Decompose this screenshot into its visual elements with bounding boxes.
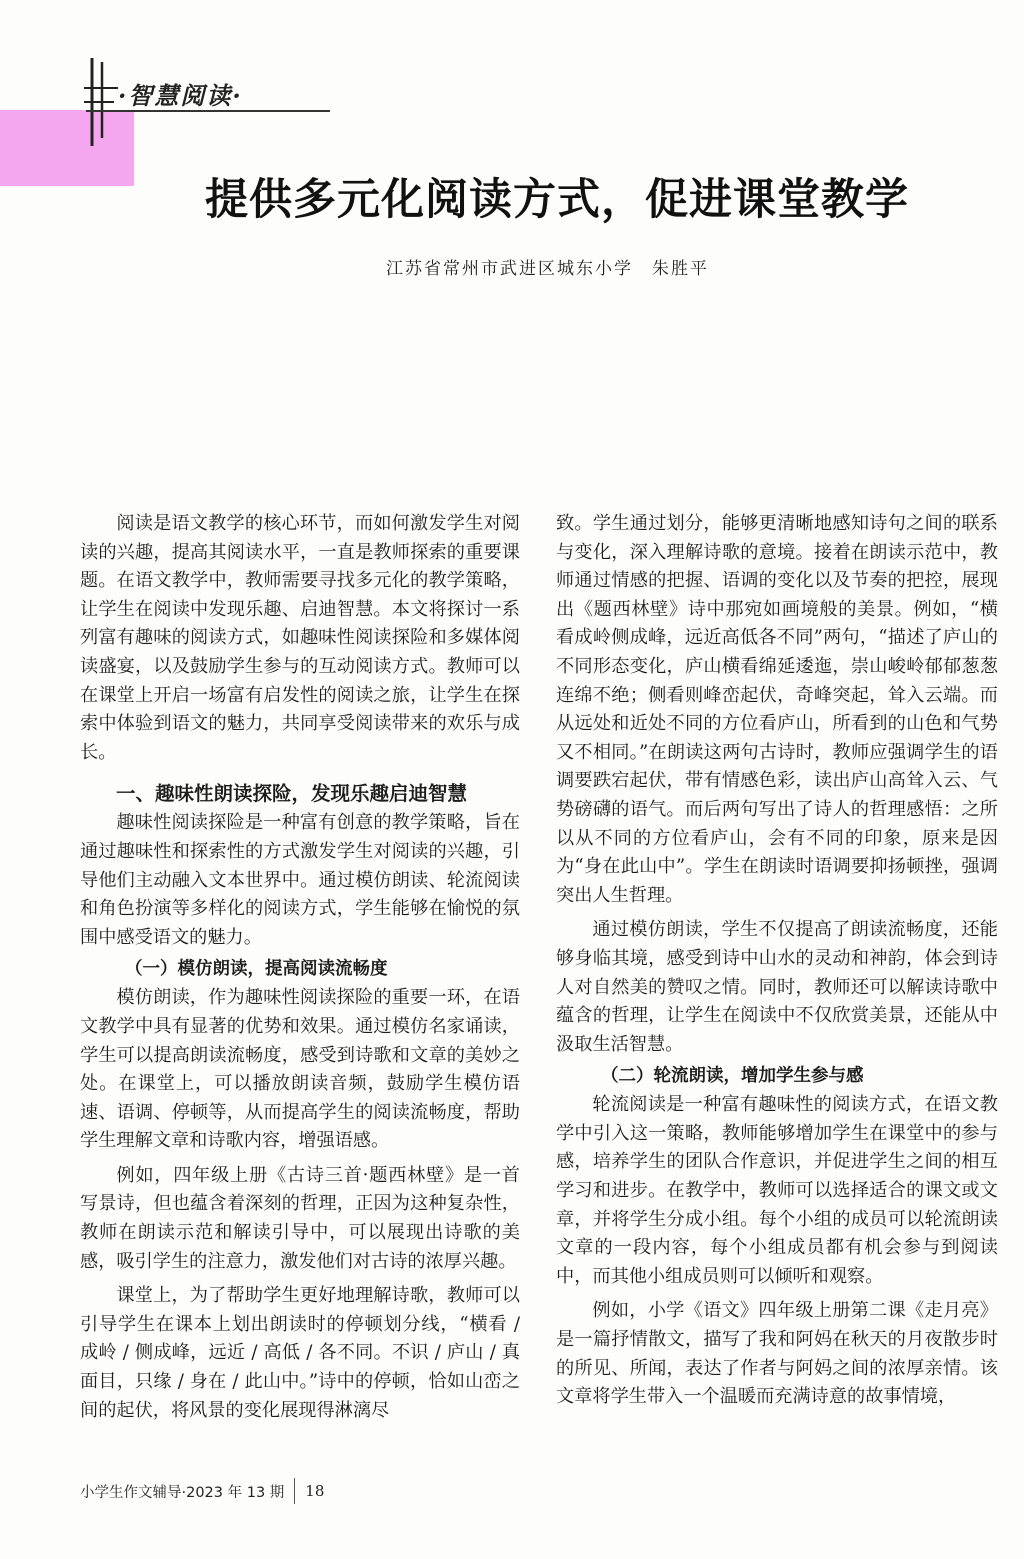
paragraph: 课堂上，为了帮助学生更好地理解诗歌，教师可以引导学生在课本上划出朗读时的停顿划分线，“横看 / 成岭 / 侧成峰，远近 / 高低 / 各不同。不识 / 庐山 / 真面目，只缘 / 身在 / 此山中。”诗中的停顿，恰如山峦之间的起伏，将风景的变化展现得淋漓尽: [80, 1285, 520, 1421]
footer-divider: [294, 1478, 295, 1504]
paragraph: 例如，小学《语文》四年级上册第二课《走月亮》是一篇抒情散文，描写了我和阿妈在秋天的月夜散步时的所见、所闻，表达了作者与阿妈之间的浓厚亲情。该文章将学生带入一个温暖而充满诗意的故事情境，: [556, 1300, 998, 1408]
paragraph: 轮流阅读是一种富有趣味性的阅读方式，在语文教学中引入这一策略，教师能够增加学生在课堂中的参与感，培养学生的团队合作意识，并促进学生之间的相互学习和进步。在教学中，教师可以选择适合的课文或文章，并将学生分成小组。每个小组的成员可以轮流朗读文章的一段内容，每个小组成员都有机会参与到阅读中，而其他小组成员则可以倾听和观察。: [556, 1094, 998, 1287]
paragraph: 通过模仿朗读，学生不仅提高了朗读流畅度，还能够身临其境，感受到诗中山水的灵动和神韵，体会到诗人对自然美的赞叹之情。同时，教师还可以解读诗歌中蕴含的哲理，让学生在阅读中不仅欣赏美景，还能从中汲取生活智慧。: [556, 919, 998, 1055]
page-number: 18: [305, 1482, 325, 1500]
paragraph: 阅读是语文教学的核心环节，而如何激发学生对阅读的兴趣，提高其阅读水平，一直是教师探索的重要课题。在语文教学中，教师需要寻找多元化的教学策略，让学生在阅读中发现乐趣、启迪智慧。本文将探讨一系列富有趣味的阅读方式，如趣味性阅读探险和多媒体阅读盛宴，以及鼓励学生参与的互动阅读方式。教师可以在课堂上开启一场富有启发性的阅读之旅，让学生在探索中体验到语文的魅力，共同享受阅读带来的欢乐与成长。: [80, 513, 520, 763]
author-line: 江苏省常州市武进区城东小学 朱胜平: [386, 259, 709, 279]
section-tag: ·智慧阅读·: [118, 81, 243, 110]
section-tag-underline: [86, 110, 330, 112]
paragraph: 模仿朗读，作为趣味性阅读探险的重要一环，在语文教学中具有显著的优势和效果。通过模仿名家诵读，学生可以提高朗读流畅度，感受到诗歌和文章的美妙之处。在课堂上，可以播放朗读音频，鼓励学生模仿语速、语调、停顿等，从而提高学生的阅读流畅度，帮助学生理解文章和诗歌内容，增强语感。: [80, 987, 520, 1152]
paragraph: 趣味性阅读探险是一种富有创意的教学策略，旨在通过趣味性和探索性的方式激发学生对阅读的兴趣，引导他们主动融入文本世界中。通过模仿朗读、轮流阅读和角色扮演等多样化的阅读方式，学生能够在愉悦的氛围中感受语文的魅力。: [80, 812, 520, 948]
journal-name: 小学生作文辅导·2023 年 13 期: [80, 1484, 285, 1501]
subsection-heading: （二）轮流朗读，增加学生参与感: [601, 1066, 864, 1087]
subsection-heading: （一）模仿朗读，提高阅读流畅度: [125, 959, 388, 980]
article-title: 提供多元化阅读方式，促进课堂教学: [205, 175, 909, 225]
page-footer: [80, 1476, 324, 1506]
paragraph: 致。学生通过划分，能够更清晰地感知诗句之间的联系与变化，深入理解诗歌的意境。接着在朗读示范中，教师通过情感的把握、语调的变化以及节奏的把控，展现出《题西林壁》诗中那宛如画境般的美景。例如，“横看成岭侧成峰，远近高低各不同”两句，“描述了庐山的不同形态变化，庐山横看绵延逶迤，崇山峻岭郁郁葱葱连绵不绝；侧看则峰峦起伏，奇峰突起，耸入云端。而从远处和近处不同的方位看庐山，所看到的山色和气势又不相同。”在朗读这两句古诗时，教师应强调学生的语调要跌宕起伏，带有情感色彩，读出庐山高耸入云、气势磅礴的语气。而后两句写出了诗人的哲理感悟：之所以从不同的方位看庐山，会有不同的印象，原来是因为“身在此山中”。学生在朗读时语调要抑扬顿挫，强调突出人生哲理。: [556, 513, 998, 906]
paragraph: 例如，四年级上册《古诗三首·题西林壁》是一首写景诗，但也蕴含着深刻的哲理，正因为这种复杂性，教师在朗读示范和解读引导中，可以展现出诗歌的美感，吸引学生的注意力，激发他们对古诗的浓厚兴趣。: [80, 1164, 520, 1272]
section-heading: 一、趣味性朗读探险，发现乐趣启迪智慧: [116, 782, 468, 806]
right-column: [556, 510, 998, 1412]
left-column: [80, 510, 520, 1425]
